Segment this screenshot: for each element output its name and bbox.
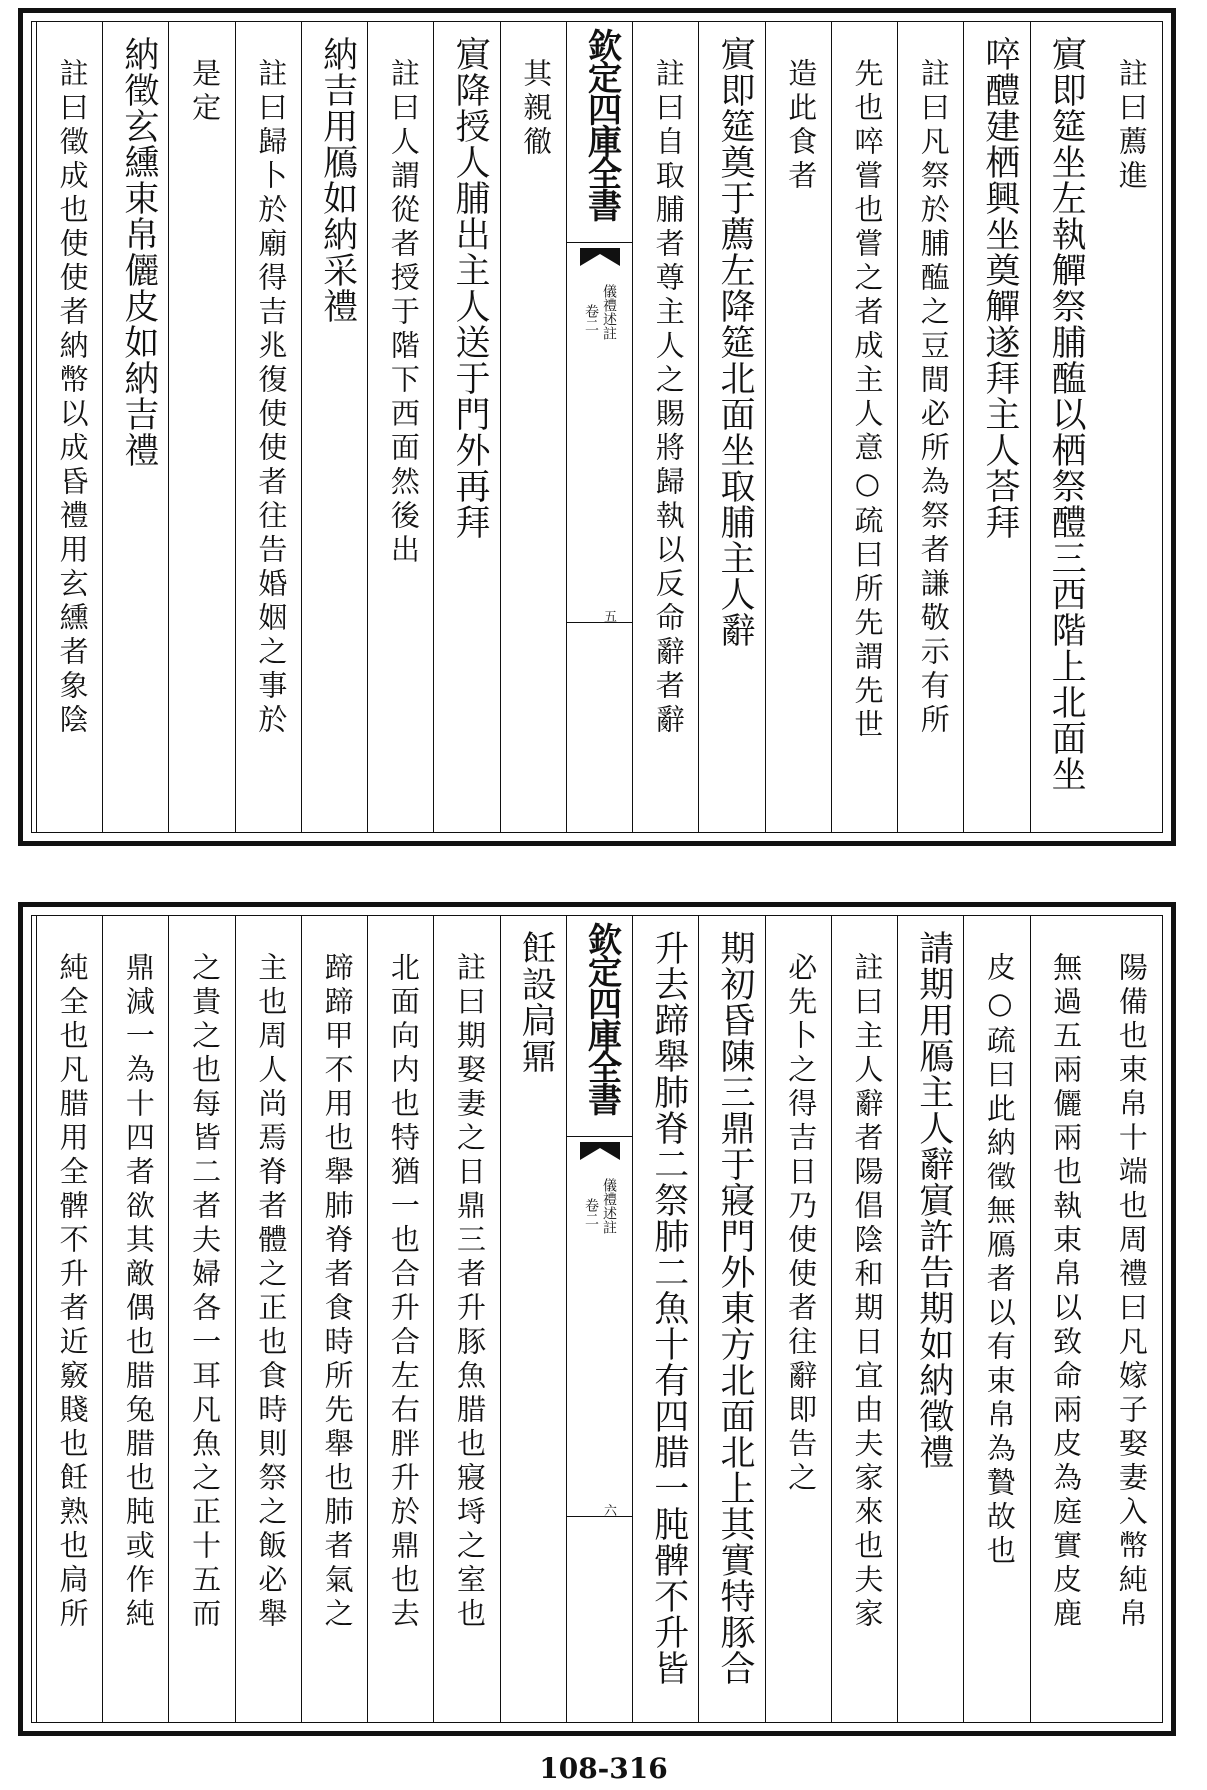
commentary-column xyxy=(367,22,433,832)
commentary-text: 蹄蹄甲不用也舉肺脊者食時所先舉也肺者氣之 xyxy=(320,952,355,1632)
main-text: 升去蹄舉肺脊二祭肺二魚十有四腊一肫髀不升皆 xyxy=(648,930,689,1686)
main-text: 賔降授人脯出主人送于門外再拜 xyxy=(450,36,491,540)
main-text-column xyxy=(897,916,963,1722)
commentary-text: 之貴之也每皆二者夫婦各一耳凡魚之正十五而 xyxy=(188,952,223,1632)
commentary-column xyxy=(897,22,963,832)
top-page-frame xyxy=(31,21,1163,833)
commentary-column xyxy=(1096,22,1162,832)
main-text: 納吉用鴈如納采禮 xyxy=(317,36,358,324)
commentary-column xyxy=(632,22,698,832)
book-title: 儀禮述註 xyxy=(601,1178,617,1234)
commentary-column xyxy=(168,22,234,832)
commentary-text: 是定 xyxy=(188,58,223,126)
commentary-text: 造此食者 xyxy=(784,58,819,194)
main-text-column xyxy=(433,22,499,832)
commentary-text: 註曰薦進 xyxy=(1114,58,1149,194)
commentary-text: 皮○疏曰此納徵無鴈者以有束帛為贄故也 xyxy=(982,952,1017,1569)
main-text: 賔即筵坐左執觶祭脯醢以栖祭醴三西階上北面坐 xyxy=(1046,36,1087,792)
library-title: 欽定四庫全書 xyxy=(581,922,622,1114)
commentary-text: 無過五兩儷兩也執束帛以致命兩皮為庭實皮鹿 xyxy=(1049,952,1084,1632)
top-page xyxy=(18,8,1176,846)
commentary-column xyxy=(500,22,566,832)
library-title: 欽定四庫全書 xyxy=(581,28,622,220)
commentary-text: 主也周人尚焉脊者體之正也食時則祭之飯必舉 xyxy=(254,952,289,1632)
main-text: 啐醴建栖興坐奠觶遂拜主人荅拜 xyxy=(979,36,1020,540)
main-text-column xyxy=(698,916,764,1722)
bottom-page xyxy=(18,902,1176,1736)
volume-label: 卷二 xyxy=(583,1198,599,1226)
header-rule xyxy=(567,242,632,243)
commentary-text: 陽備也束帛十端也周禮曰凡嫁子娶妻入幣純帛 xyxy=(1114,952,1149,1632)
bottom-page-frame xyxy=(31,915,1163,1723)
commentary-text: 純全也凡腊用全髀不升者近竅賤也飪熟也扃所 xyxy=(55,952,90,1632)
main-text: 賔即筵奠于薦左降筵北面坐取脯主人辭 xyxy=(714,36,755,648)
commentary-text: 註曰自取脯者尊主人之賜將歸執以反命辭者辭 xyxy=(651,58,686,738)
commentary-text: 註曰人謂從者授于階下西面然後出 xyxy=(386,58,421,568)
center-fold-header xyxy=(566,22,632,832)
commentary-column xyxy=(1030,916,1096,1722)
folio-number: 六 xyxy=(604,1504,618,1519)
commentary-column xyxy=(36,916,102,1722)
main-text-column xyxy=(102,22,168,832)
commentary-column xyxy=(765,916,831,1722)
commentary-text: 註曰徵成也使使者納幣以成昏禮用玄纁者象陰 xyxy=(55,58,90,738)
commentary-text: 北面向内也特猶一也合升合左右胖升於鼎也去 xyxy=(386,952,421,1632)
commentary-column xyxy=(36,22,102,832)
volume-label: 卷二 xyxy=(583,304,599,332)
main-text: 飪設扃鼏 xyxy=(516,930,557,1074)
commentary-column xyxy=(831,22,897,832)
commentary-text: 註曰歸卜於廟得吉兆復使使者往告婚姻之事於 xyxy=(254,58,289,738)
commentary-text: 鼎減一為十四者欲其敵偶也腊兔腊也肫或作純 xyxy=(121,952,156,1632)
main-text-column xyxy=(301,22,367,832)
commentary-text: 必先卜之得吉日乃使使者往辭即告之 xyxy=(784,952,819,1496)
commentary-text: 註曰主人辭者陽倡陰和期日宜由夫家來也夫家 xyxy=(850,952,885,1632)
main-text-column xyxy=(963,22,1029,832)
center-fold-header xyxy=(566,916,632,1722)
folio-rule xyxy=(567,1516,632,1517)
folio-number: 五 xyxy=(604,610,618,625)
commentary-column xyxy=(301,916,367,1722)
fishtail-mark-icon xyxy=(580,248,620,266)
commentary-column xyxy=(831,916,897,1722)
commentary-column xyxy=(1096,916,1162,1722)
commentary-column xyxy=(168,916,234,1722)
commentary-column xyxy=(963,916,1029,1722)
commentary-column xyxy=(765,22,831,832)
commentary-text: 其親徹 xyxy=(519,58,554,160)
main-text-column xyxy=(1030,22,1096,832)
commentary-column xyxy=(235,22,301,832)
fishtail-mark-icon xyxy=(580,1142,620,1160)
page-number: 108-316 xyxy=(539,1752,668,1785)
main-text: 納徵玄纁束帛儷皮如納吉禮 xyxy=(118,36,159,468)
header-rule xyxy=(567,1136,632,1137)
commentary-column xyxy=(367,916,433,1722)
folio-rule xyxy=(567,622,632,623)
main-text: 期初昏陳三鼎于寢門外東方北面北上其實特豚合 xyxy=(714,930,755,1686)
commentary-text: 註曰期娶妻之日鼎三者升豚魚腊也寢埓之室也 xyxy=(453,952,488,1632)
book-title: 儀禮述註 xyxy=(601,284,617,340)
commentary-text: 先也啐嘗也嘗之者成主人意○疏曰所先謂先世 xyxy=(850,58,885,743)
main-text-column xyxy=(698,22,764,832)
commentary-column xyxy=(235,916,301,1722)
commentary-column xyxy=(433,916,499,1722)
main-text-column xyxy=(500,916,566,1722)
main-text-column xyxy=(632,916,698,1722)
main-text: 請期用鴈主人辭賔許告期如納徵禮 xyxy=(913,930,954,1470)
commentary-column xyxy=(102,916,168,1722)
commentary-text: 註曰凡祭於脯醢之豆間必所為祭者謙敬示有所 xyxy=(916,58,951,738)
